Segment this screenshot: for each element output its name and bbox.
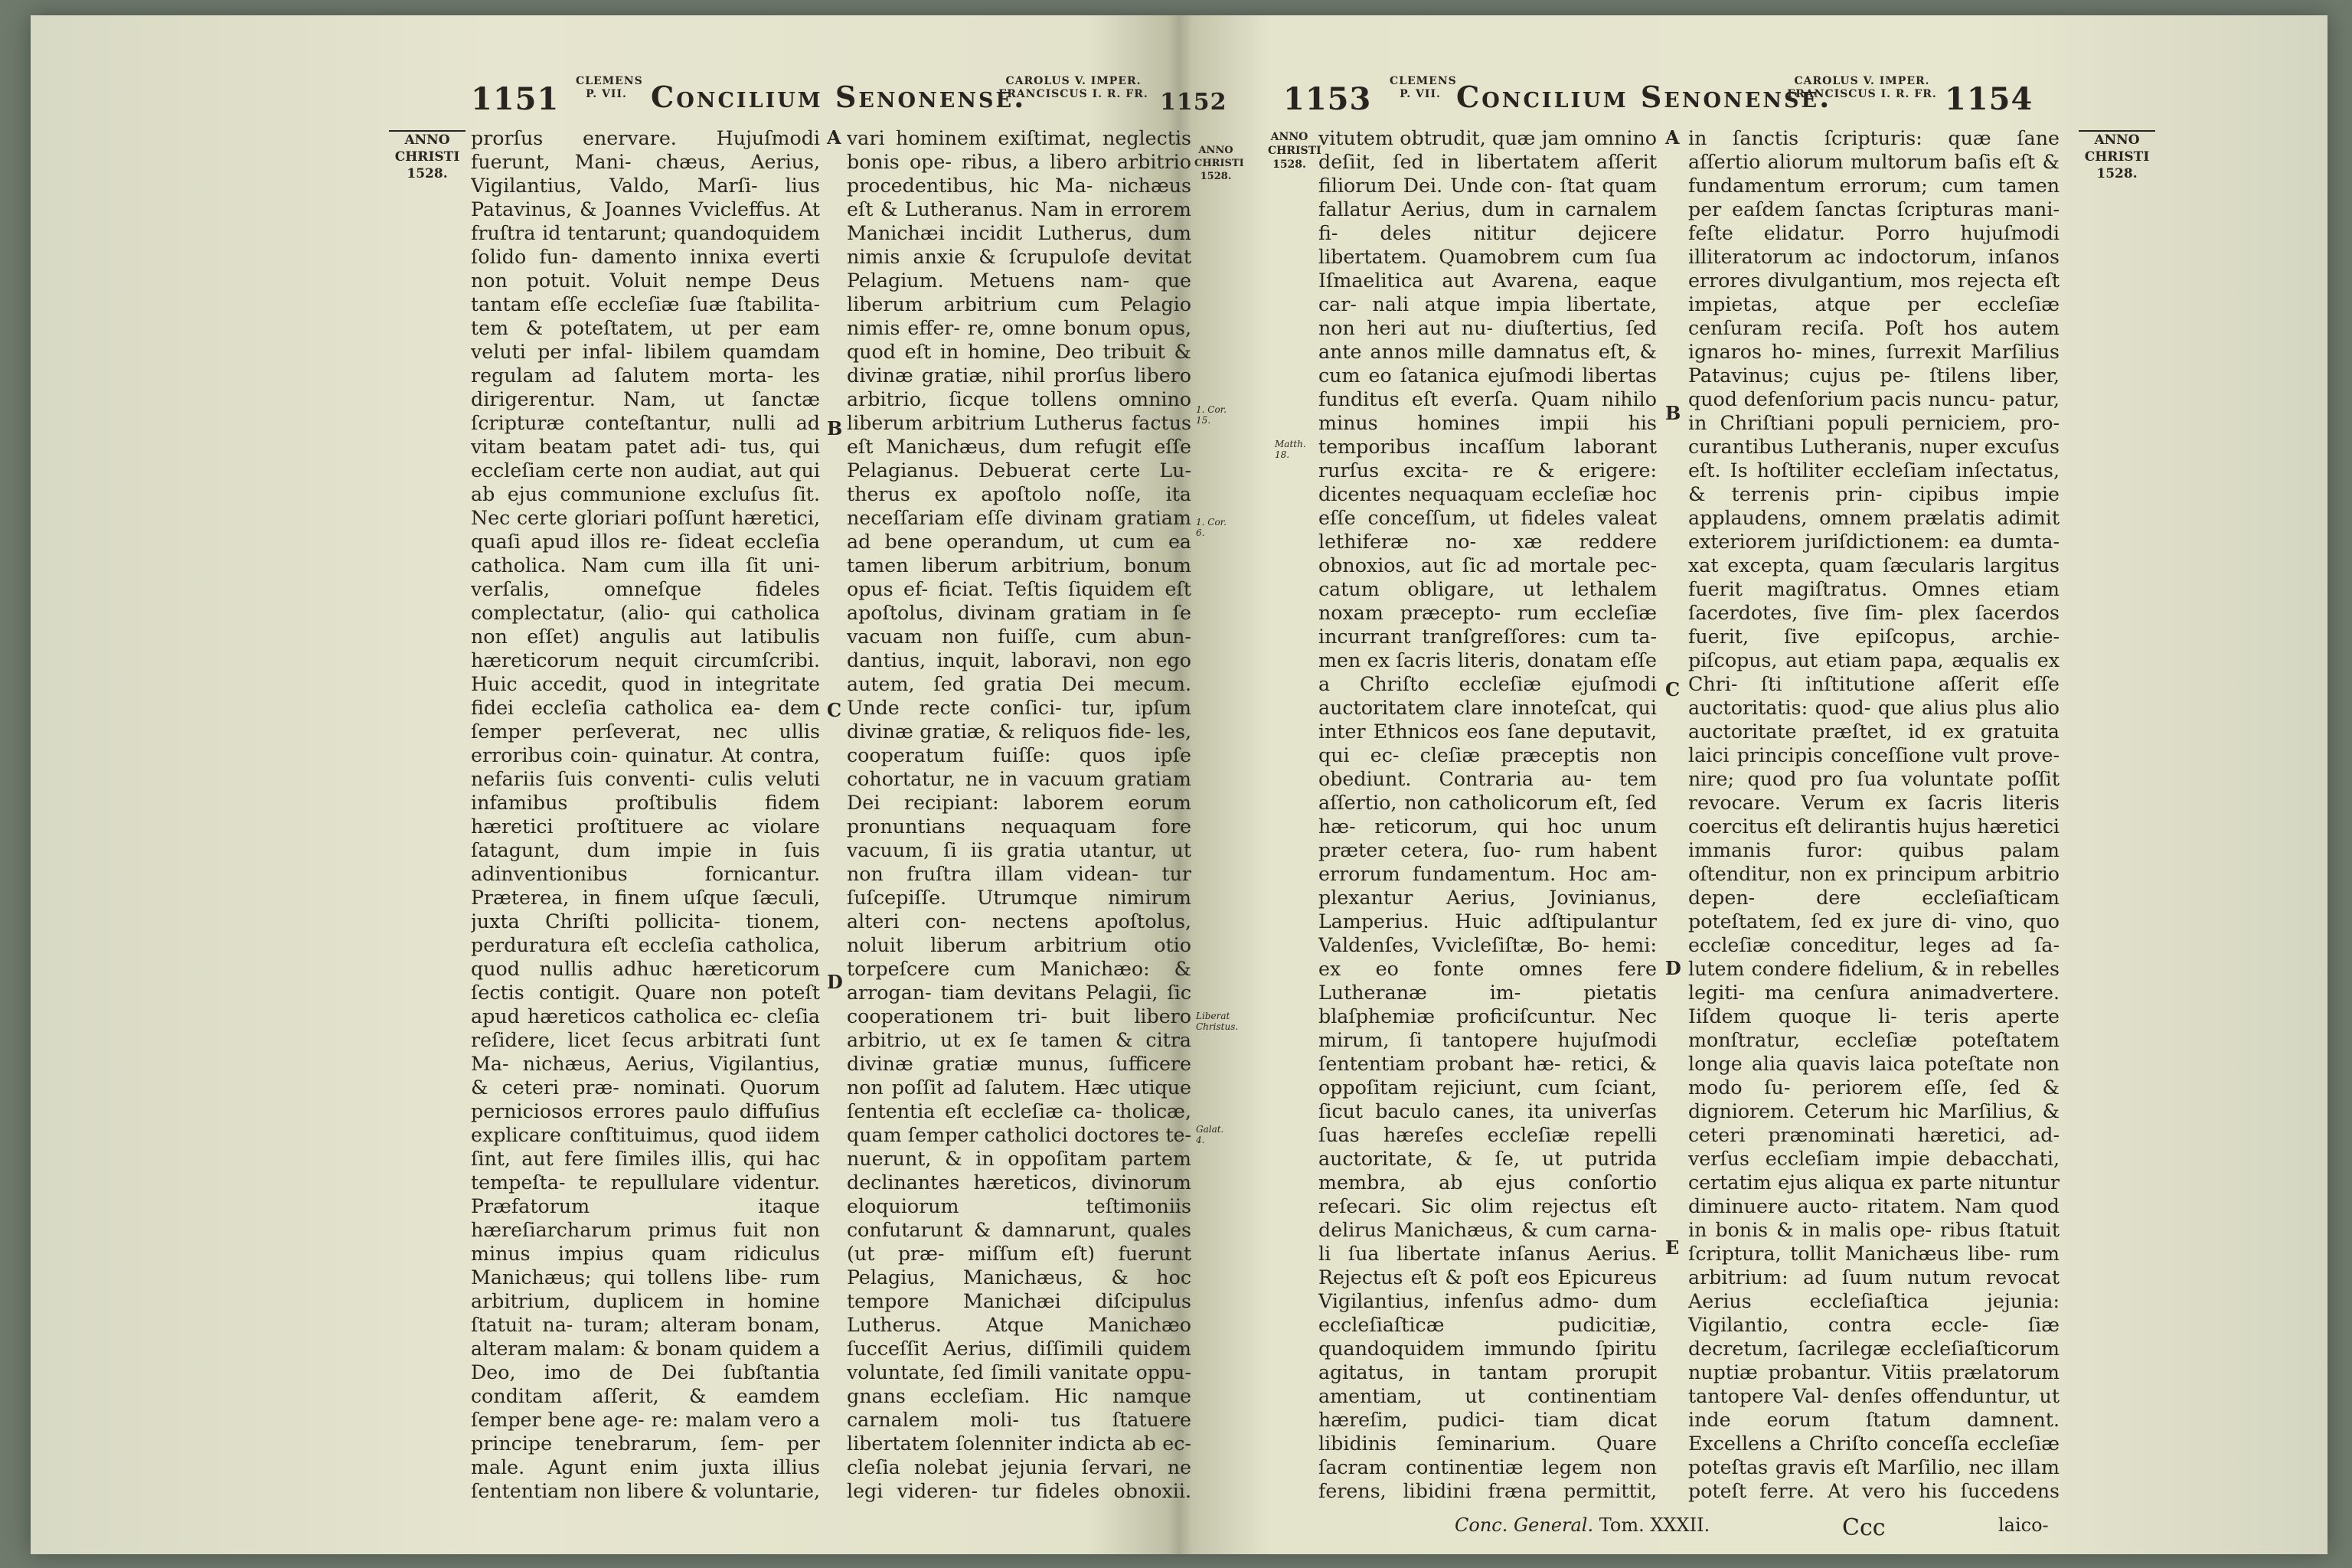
text-column-left-1: prorſus enervare. Hujuſmodi fuerunt, Mani- chæus, Aerius, Vigilantius, Valdo, Marſi- lius Patavinus, & Joannes Vvicleffus. At fruſtra id tentarunt; quandoquidem ſolido fun- damento innixa everti non potuit. Voluit nempe Deus tantam eſſe eccleſiæ ſuæ ſtabilita- tem & poteſtatem, ut per eam veluti per infal- libilem quamdam regulam ad ſalutem morta- les dirigerentur. Nam, ut ſanctæ ſcripturæ conteſtantur, nulli ad vitam beatam patet adi- tus, qui eccleſiam certe non audiat, aut qui ab ejus communione excluſus ſit. Nec certe gloriari poſſunt hæretici, quaſi apud illos re- ſideat eccleſia catholica. Nam cum illa ſit uni- verſalis, omneſque fideles complectatur, (alio- qui catholica non eſſet) angulis aut latibulis hæreticorum nequit circumſcribi. Huic accedit, quod in integritate fidei eccleſia catholica ea- dem ſemper perſeverat, nec ullis erroribus coin- quinatur. At contra, nefariis ſuis conventi- culis veluti infamibus proſtibulis fidem hæretici proſtituere ac violare ſatagunt, dum impie in ſuis adinventionibus fornicantur. Præterea, in finem uſque ſæculi, juxta Chriſti pollicita- tionem, perduratura eſt eccleſia catholica, quod nullis adhuc hæreticorum ſectis contigit. Quare non poteſt apud hæreticos catholica ec- cleſia reſidere, licet ſecus arbitrati ſunt Ma- nichæus, Aerius, Vigilantius, & ceteri præ- nominati. Quorum perniciosos errores paulo diffuſius explicare conſtituimus, quod iidem ſint, aut fere ſimiles illis, qui hac tempeſta- te repullulare videntur. Præfatorum itaque hæreſiarcharum primus fuit non minus impius quam ridiculus Manichæus; qui tollens libe- rum arbitrium, duplicem in homine ſtatuit na- turam; alteram bonam, alteram malam: & bonam quidem a Deo, imo de Dei ſubſtantia conditam aſſerit, & eamdem ſemper bene age- re: malam vero a principe tenebrarum, ſem- per male. Agunt enim juxta illius ſententiam non libere & voluntarie, xyxy=(471,127,820,1502)
margin-year-block-right: ANNO CHRISTI 1528. xyxy=(2079,130,2155,182)
margin-year-block: ANNO CHRISTI 1528. xyxy=(389,130,466,182)
section-marker: C xyxy=(1665,678,1681,701)
margin-note: Galat. 4. xyxy=(1196,1124,1224,1145)
header-pope: CLEMENS P. VII. xyxy=(1390,75,1457,100)
footer-catchword: laico- xyxy=(1998,1514,2049,1536)
section-marker: A xyxy=(827,126,841,149)
section-marker: D xyxy=(827,971,843,993)
book-spread xyxy=(31,15,2328,1554)
text-column-right-2: in ſanctis ſcripturis: quæ ſane aſſertio aliorum multorum baſis eſt & fundamentum errorum; cum tamen per eaſdem ſanctas ſcripturas mani- feſte elidatur. Porro hujuſmodi illiteratorum ac indoctorum, inſanos errores divulgantium, mos rejecta eſt impietas, atque per eccleſiæ cenſuram reciſa. Poſt hos autem ignaros ho- mines, ſurrexit Marſilius Patavinus; cujus pe- ſtilens liber, quod defenſorium pacis nuncu- patur, in Chriſtiani populi perniciem, pro- curantibus Lutheranis, nuper excuſus eſt. Is hoſtiliter eccleſiam inſectatus, & terrenis prin- cipibus impie applaudens, omnem prælatis adimit exteriorem juriſdictionem: ea dumta- xat excepta, quam ſæcularis largitus fuerit magiſtratus. Omnes etiam ſacerdotes, ſive ſim- plex ſacerdos fuerit, ſive epiſcopus, archie- piſcopus, aut etiam papa, æqualis ex Chri- ſti inſtitutione aſſerit eſſe auctoritatis: quod- que alius plus alio auctoritate præſtet, id ex gratuita laici principis conceſſione vult prove- nire; quod pro ſua voluntate poſſit revocare. Verum ex ſacris literis coercitus eſt delirantis hujus hæretici immanis furor: quibus palam oſtenditur, non ex principum arbitrio depen- dere eccleſiaſticam poteſtatem, ſed ex jure di- vino, quo eccleſiæ conceditur, leges ad ſa- lutem condere fidelium, & in rebelles legiti- ma cenſura animadvertere. Iiſdem quoque li- teris aperte monſtratur, eccleſiæ poteſtatem longe alia quavis laica poteſtate non modo ſu- periorem eſſe, ſed & digniorem. Ceterum hic Marſilius, & ceteri prænominati hæretici, ad- verſus eccleſiam impie debacchati, certatim ejus aliqua ex parte nituntur diminuere aucto- ritatem. Nam quod in bonis & in malis ope- ribus ſtatuit ſcriptura, tollit Manichæus libe- rum arbitrium: ad ſuum nutum revocat Aerius eccleſiaſtica jejunia: Vigilantio, contra eccle- ſiæ decretum, ſacrilegæ eccleſiaſticorum nuptiæ probantur. Vitiis prælatorum tantopere Val- denſes offenduntur, ut inde eorum ſtatum damnent. Excellens a Chriſto conceſſa eccleſiæ poteſtas gravis eſt Marſilio, nec illam poteſt ferre. At vero his ſuccedens xyxy=(1688,127,2060,1502)
left-page xyxy=(31,15,1244,1554)
section-marker: E xyxy=(1665,1236,1680,1259)
header-pope: CLEMENS P. VII. xyxy=(576,75,643,100)
header-rulers: CAROLUS V. IMPER. FRANCISCUS I. R. FR. xyxy=(1787,75,1937,100)
page-number-2: 1152 xyxy=(1160,89,1227,116)
margin-note: Liberat Christus. xyxy=(1196,1011,1239,1032)
margin-year-block: ANNO CHRISTI 1528. xyxy=(1268,131,1321,171)
section-marker: B xyxy=(1665,402,1681,424)
page-number-2: 1154 xyxy=(1945,81,2034,117)
text-column-right-1: vitutem obtrudit, quæ jam omnino deſiit, ſed in libertatem aſſerit filiorum Dei. Unde con- ſtat quam fallatur Aerius, dum in carnalem fi- deles nititur dejicere libertatem. Quamobrem cum ſua Iſmaelitica aut Avarena, eaque car- nali atque impia libertate, non heri aut nu- diuſtertius, ſed ante annos mille damnatus eſt, & cum eo ſatanica ejuſmodi libertas funditus eſt everſa. Quam nihilo minus homines impii his temporibus incaſſum laborant rurſus excita- re & erigere: dicentes nequaquam eccleſiæ hoc eſſe conceſſum, ut fideles valeat lethiferæ no- xæ reddere obnoxios, aut ſic ad mortale pec- catum obligare, ut lethalem noxam præcepto- rum eccleſiæ incurrant tranſgreſſores: cum ta- men ex ſacris literis, donatam eſſe a Chriſto eccleſiæ ejuſmodi auctoritatem clare innoteſcat, qui inter Ethnicos eos ſane deputavit, qui ec- cleſiæ præceptis non obediunt. Contraria au- tem aſſertio, non catholicorum eſt, ſed hæ- reticorum, qui hoc unum præter cetera, ſuo- rum habent errorum fundamentum. Hoc am- plexantur Aerius, Jovinianus, Lamperius. Huic adſtipulantur Valdenſes, Vvicleſiſtæ, Bo- hemi: ex eo fonte omnes fere Lutheranæ im- pietatis blaſphemiæ proficiſcuntur. Nec mirum, ſi tantopere hujuſmodi ſententiam probant hæ- retici, & oppoſitam rejiciunt, cum ſciant, ſicut baculo canes, ita univerſas ſuas hæreſes eccleſiæ repelli auctoritate, & ſe, ut putrida membra, ab ejus conſortio reſecari. Sic olim rejectus eſt delirus Manichæus, & cum carna- li ſua libertate inſanus Aerius. Rejectus eſt & poſt eos Epicureus Vigilantius, infenſus admo- dum eccleſiaſticæ pudicitiæ, quandoquidem immundo ſpiritu agitatus, in tantam prorupit amentiam, ut continentiam hæreſim, pudici- tiam dicat libidinis ſeminarium. Quare ſacram continentiæ legem non ferens, libidini fræna permittit, xyxy=(1318,127,1657,1502)
section-marker: D xyxy=(1665,957,1681,979)
left-page-header xyxy=(31,74,1227,127)
page-number: 1151 xyxy=(471,81,560,117)
margin-note: 1. Cor. 6. xyxy=(1196,517,1227,538)
margin-note: 1. Cor. 15. xyxy=(1196,404,1227,426)
text-column-left-2: vari hominem exiſtimat, neglectis bonis ope- ribus, a libero arbitrio procedentibus, hic Ma- nichæus eſt & Lutheranus. Nam in errorem Manichæi incidit Lutherus, dum nimis anxie & ſcrupuloſe devitat Pelagium. Metuens nam- que liberum arbitrium cum Pelagio nimis effer- re, omne bonum opus, quod eſt in homine, Deo tribuit & divinæ gratiæ, nihil prorſus libero arbitrio, ſicque tollens omnino liberum arbitrium Lutherus factus eſt Manichæus, dum refugit eſſe Pelagianus. Debuerat certe Lu- therus ex apoſtolo noſſe, ita neceſſariam eſſe divinam gratiam ad bene operandum, ut cum ea tamen liberum arbitrium, bonum opus ef- ficiat. Teſtis ſiquidem eſt apoſtolus, divinam gratiam in ſe vacuam non fuiſſe, cum abun- dantius, inquit, laboravi, non ego autem, ſed gratia Dei mecum. Unde recte conſici- tur, ipſum divinæ gratiæ, & reliquos fide- les, cooperatum fuiſſe: quos ipſe cohortatur, ne in vacuum gratiam Dei recipiant: laborem eorum pronuntians nequaquam fore vacuum, ſi iis gratia utantur, ut non fruſtra illam videan- tur ſuſcepiſſe. Utrumque nimirum alteri con- nectens apoſtolus, noluit liberum arbitrium otio torpeſcere cum Manichæo: & arrogan- tiam devitans Pelagii, ſic cooperationem tri- buit libero arbitrio, ut ex ſe tamen & citra divinæ gratiæ munus, ſufficere non poſſit ad ſalutem. Hæc utique ſententia eſt eccleſiæ ca- tholicæ, quam ſemper catholici doctores te- nuerunt, & in oppoſitam partem declinantes hæreticos, divinorum eloquiorum teſtimoniis confutarunt & damnarunt, quales (ut præ- miſſum eſt) fuerunt Pelagius, Manichæus, & hoc tempore Manichæi diſcipulus Lutherus. Atque Manichæo ſucceſſit Aerius, diſſimili quidem voluntate, ſed ſimili vanitate oppu- gnans eccleſiam. Hic namque carnalem moli- tus ſtatuere libertatem ſolenniter indicta ab ec- cleſia nolebat jejunia ſervari, ne legi videren- tur fideles obnoxii. xyxy=(847,127,1191,1502)
margin-year-block-right: ANNO CHRISTI 1528. xyxy=(1194,145,1244,182)
margin-note: Matth. 18. xyxy=(1275,439,1306,460)
right-page-header xyxy=(1233,74,2328,127)
footer-series: Conc. General. Tom. XXXII. xyxy=(1455,1514,1710,1536)
header-rulers: CAROLUS V. IMPER. FRANCISCUS I. R. FR. xyxy=(998,75,1148,100)
section-marker: B xyxy=(827,417,843,439)
section-marker: C xyxy=(827,699,842,721)
section-marker: A xyxy=(1665,126,1680,149)
right-page xyxy=(1233,15,2328,1554)
page-title: Concilium Senonense. xyxy=(651,80,1027,114)
page-number: 1153 xyxy=(1283,81,1372,117)
footer-signature: Ccc xyxy=(1842,1514,1886,1541)
page-title: Concilium Senonense. xyxy=(1456,80,1832,114)
